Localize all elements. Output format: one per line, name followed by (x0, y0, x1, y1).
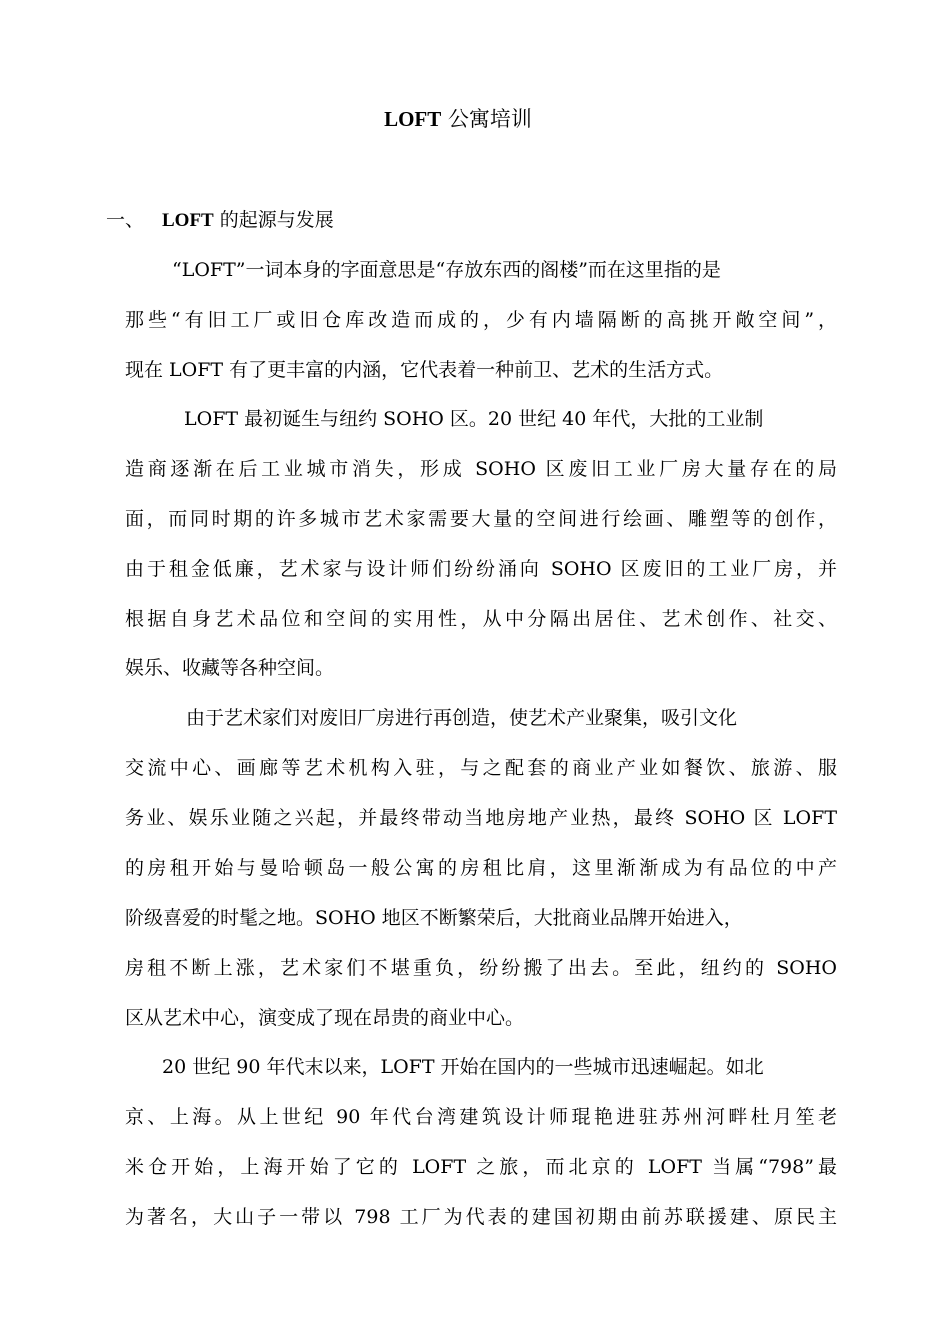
paragraph-line: 交流中心、画廊等艺术机构入驻，与之配套的商业产业如餐饮、旅游、服 (125, 757, 837, 779)
paragraph-line: 娱乐、收藏等各种空间。 (125, 657, 335, 679)
section-number: 一、 (106, 209, 145, 231)
paragraph-line: LOFT 最初诞生与纽约 SOHO 区。20 世纪 40 年代，大批的工业制 (184, 408, 764, 430)
paragraph-line: 阶级喜爱的时髦之地。SOHO 地区不断繁荣后，大批商业品牌开始进入， (125, 907, 743, 929)
paragraph-line: “LOFT”一词本身的字面意思是“存放东西的阁楼”而在这里指的是 (172, 259, 721, 281)
paragraph-line: 的房租开始与曼哈顿岛一般公寓的房租比肩，这里渐渐成为有品位的中产 (125, 857, 837, 879)
paragraph-line: 面，而同时期的许多城市艺术家需要大量的空间进行绘画、雕塑等的创作， (125, 508, 837, 530)
paragraph-line: 务业、娱乐业随之兴起，并最终带动当地房地产业热，最终 SOHO 区 LOFT (125, 807, 837, 829)
paragraph-line: 由于租金低廉，艺术家与设计师们纷纷涌向 SOHO 区废旧的工业厂房，并 (125, 558, 837, 580)
section-title-latin: LOFT (162, 210, 214, 231)
paragraph-line: 为著名，大山子一带以 798 工厂为代表的建国初期由前苏联援建、原民主 (125, 1206, 837, 1228)
document-title (0, 104, 916, 134)
paragraph-line: 造商逐渐在后工业城市消失，形成 SOHO 区废旧工业厂房大量存在的局 (125, 458, 837, 480)
paragraph-line: 房租不断上涨，艺术家们不堪重负，纷纷搬了出去。至此，纽约的 SOHO (125, 957, 837, 979)
paragraph-line: 由于艺术家们对废旧厂房进行再创造，使艺术产业聚集，吸引文化 (186, 707, 738, 729)
paragraph-line: 20 世纪 90 年代末以来，LOFT 开始在国内的一些城市迅速崛起。如北 (162, 1056, 764, 1078)
section-heading (106, 206, 334, 235)
paragraph-line: 米仓开始，上海开始了它的 LOFT 之旅，而北京的 LOFT 当属“798”最 (125, 1156, 837, 1178)
paragraph-line: 京、上海。从上世纪 90 年代台湾建筑设计师琨艳进驻苏州河畔杜月笙老 (125, 1106, 837, 1128)
paragraph-line: 区从艺术中心，演变成了现在昂贵的商业中心。 (125, 1007, 525, 1029)
document-title-cjk: 公寓培训 (441, 107, 532, 131)
paragraph-line: 那些“有旧工厂或旧仓库改造而成的，少有内墙隔断的高挑开敞空间”， (125, 309, 837, 331)
paragraph-line: 现在 LOFT 有了更丰富的内涵，它代表着一种前卫、艺术的生活方式。 (125, 359, 724, 381)
section-title-cjk: 的起源与发展 (213, 209, 334, 231)
document-title-latin: LOFT (384, 107, 442, 131)
paragraph-line: 根据自身艺术品位和空间的实用性，从中分隔出居住、艺术创作、社交、 (125, 608, 837, 630)
